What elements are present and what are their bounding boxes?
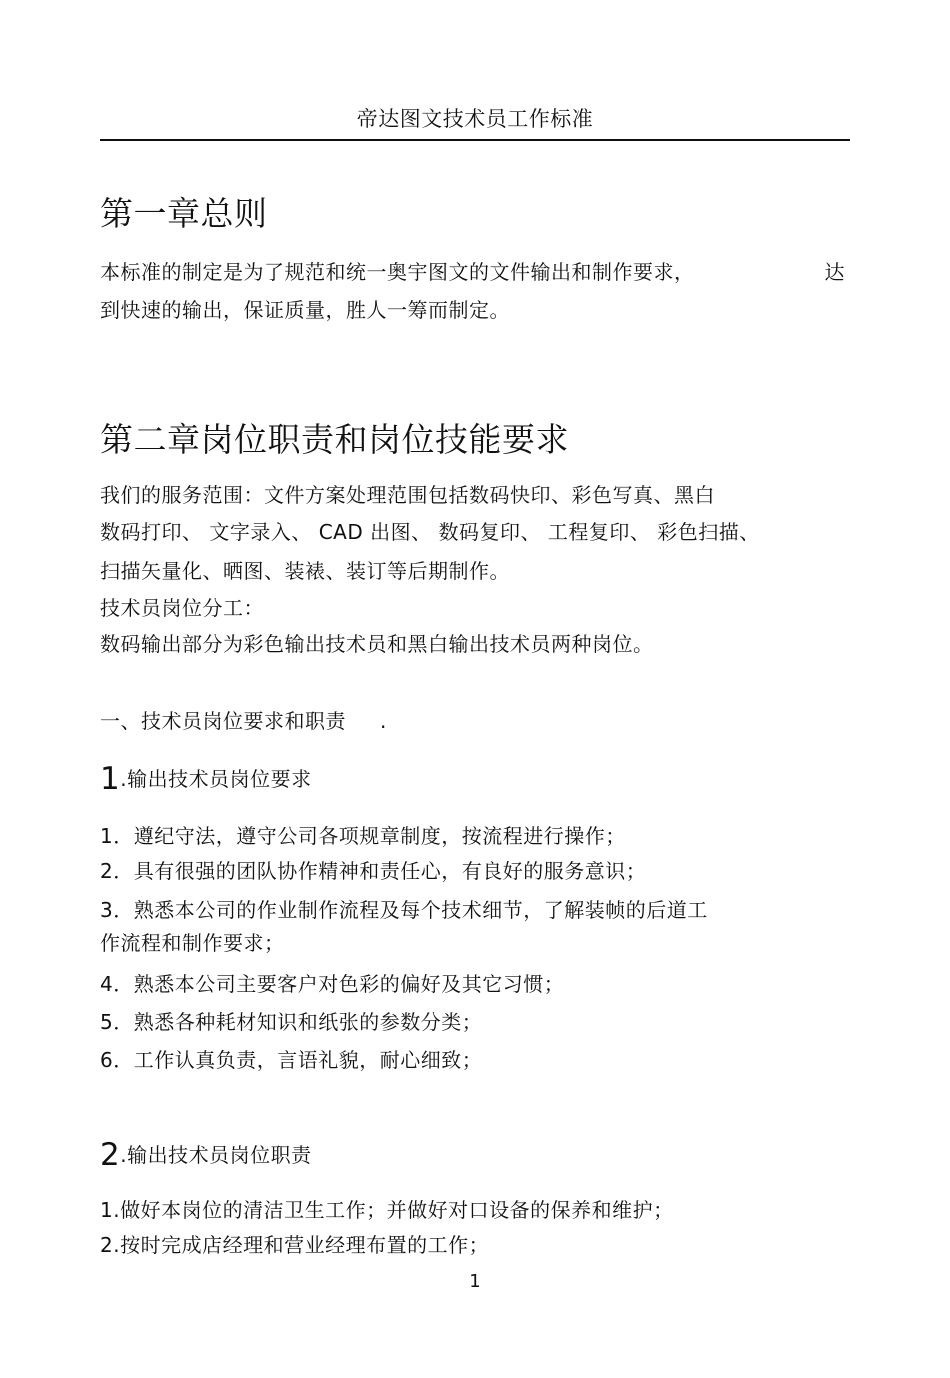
header-rule: [100, 139, 850, 141]
division-text: 数码输出部分为彩色输出技术员和黑白输出技术员两种岗位。: [100, 632, 654, 656]
requirement-item: 5．熟悉各种耗材知识和纸张的参数分类；: [100, 1010, 483, 1034]
division-label: 技术员岗位分工：: [100, 596, 264, 620]
requirement-item: 4．熟悉本公司主要客户对色彩的偏好及其它习惯；: [100, 972, 565, 996]
section1-heading-dot: .: [380, 709, 387, 733]
chapter2-title: 第二章岗位职责和岗位技能要求: [100, 420, 569, 459]
chapter1-title: 第一章总则: [100, 194, 268, 233]
requirement-item: 1．遵纪守法，遵守公司各项规章制度，按流程进行操作；: [100, 824, 626, 848]
requirements-heading: [100, 762, 312, 796]
service-scope-line1: 我们的服务范围：文件方案处理范围包括数码快印、彩色写真、黑白: [100, 483, 715, 507]
requirements-heading-number: 1: [100, 761, 121, 797]
chapter1-paragraph-line1: [100, 258, 845, 286]
service-scope-line2: 数码打印、 文字录入、 CAD 出图、 数码复印、 工程复印、 彩色扫描、: [100, 520, 760, 544]
chapter1-paragraph-line2: 到快速的输出，保证质量，胜人一筹而制定。: [100, 298, 510, 322]
section1-heading: [100, 707, 387, 735]
requirement-item-continuation: 作流程和制作要求；: [100, 931, 285, 955]
duty-item: 1.做好本岗位的清洁卫生工作；并做好对口设备的保养和维护；: [100, 1198, 674, 1222]
duty-item: 2.按时完成店经理和营业经理布置的工作；: [100, 1233, 490, 1257]
section1-heading-text: 一、技术员岗位要求和职责: [100, 709, 346, 733]
chapter1-paragraph-line1-main: 本标准的制定是为了规范和统一奥宇图文的文件输出和制作要求，: [100, 260, 695, 284]
running-header: 帝达图文技术员工作标准: [356, 107, 594, 131]
chapter1-paragraph-line1-tail: 达: [824, 260, 845, 284]
requirement-item: 3．熟悉本公司的作业制作流程及每个技术细节，了解装帧的后道工: [100, 898, 708, 922]
requirements-heading-title: .输出技术员岗位要求: [120, 767, 312, 791]
duties-heading: [100, 1138, 312, 1172]
service-scope-line3: 扫描矢量化、晒图、装裱、装订等后期制作。: [100, 559, 510, 583]
duties-heading-title: .输出技术员岗位职责: [120, 1143, 312, 1167]
requirement-item: 2．具有很强的团队协作精神和责任心，有良好的服务意识；: [100, 859, 647, 883]
duties-heading-number: 2: [100, 1137, 121, 1173]
requirement-item: 6．工作认真负责，言语礼貌，耐心细致；: [100, 1048, 483, 1072]
page-number: 1: [469, 1271, 481, 1292]
